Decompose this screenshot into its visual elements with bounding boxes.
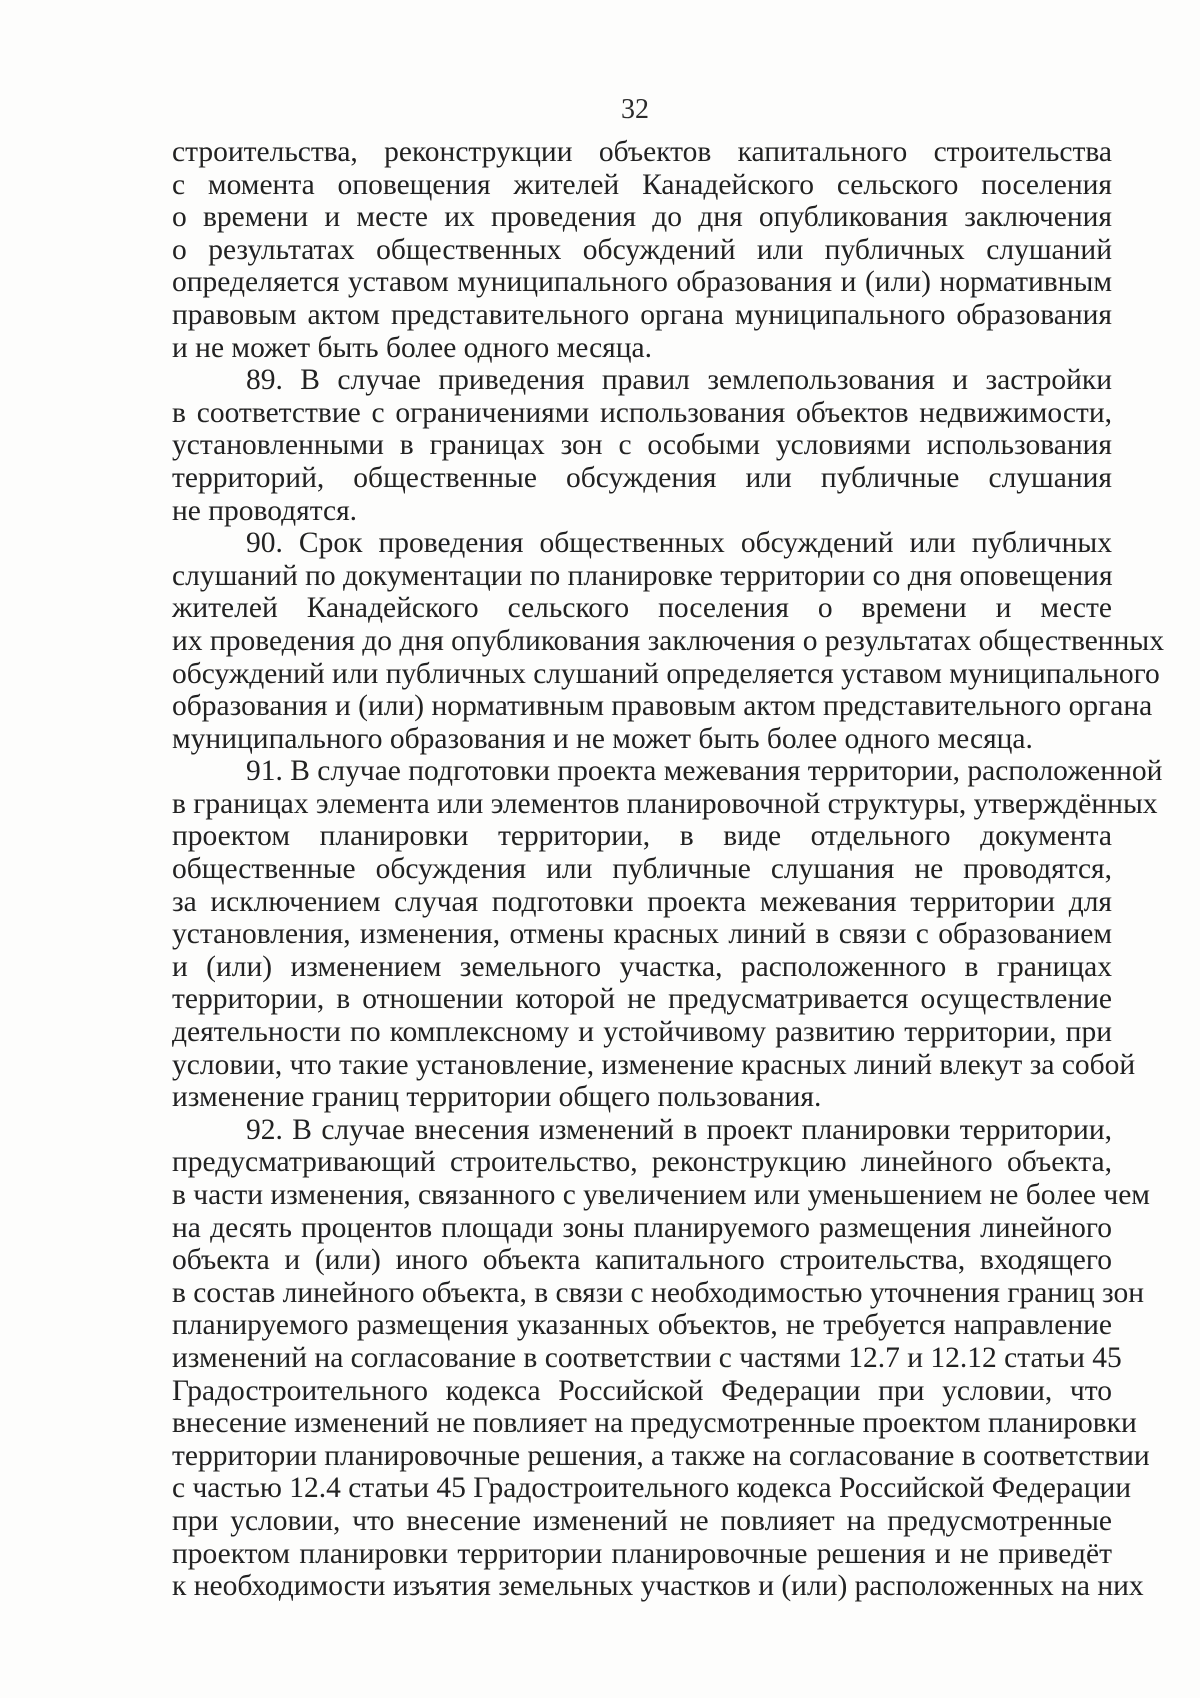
text-line: планируемого размещения указанных объектов, не требуется направление	[172, 1309, 1112, 1342]
text-line: территории планировочные решения, а также на согласование в соответствии	[172, 1439, 1150, 1472]
text-line: определяется уставом муниципального образования и (или) нормативным	[172, 266, 1112, 299]
text-line: проектом планировки территории планировочные решения и не приведёт	[172, 1537, 1112, 1570]
text-line: внесение изменений не повлияет на предусмотренные проектом планировки	[172, 1407, 1137, 1440]
text-line: при условии, что внесение изменений не повлияет на предусмотренные	[172, 1504, 1112, 1537]
text-line: их проведения до дня опубликования заключения о результатах общественных	[172, 624, 1164, 657]
text-line: с частью 12.4 статьи 45 Градостроительного кодекса Российской Федерации	[172, 1472, 1132, 1505]
text-line: установленными в границах зон с особыми условиями использования	[172, 429, 1112, 462]
text-line: объекта и (или) иного объекта капитального строительства, входящего	[172, 1244, 1112, 1277]
text-line: в состав линейного объекта, в связи с необходимостью уточнения границ зон	[172, 1276, 1145, 1309]
text-line: условии, что такие установление, изменение красных линий влекут за собой	[172, 1048, 1136, 1081]
text-line: строительства, реконструкции объектов капитального строительства	[172, 136, 1112, 168]
text-line: установления, изменения, отмены красных линий в связи с образованием	[172, 918, 1112, 951]
text-line: с момента оповещения жителей Канадейского сельского поселения	[172, 168, 1112, 201]
text-line: и (или) изменением земельного участка, расположенного в границах	[172, 950, 1112, 983]
paragraph-first-line: 92. В случае внесения изменений в проект планировки территории,	[246, 1113, 1112, 1146]
page-number: 32	[621, 94, 649, 125]
paragraph-first-line: 91. В случае подготовки проекта межевания территории, расположенной	[246, 755, 1163, 788]
text-line: на десять процентов площади зоны планируемого размещения линейного	[172, 1211, 1112, 1244]
text-line: в границах элемента или элементов планировочной структуры, утверждённых	[172, 787, 1158, 820]
text-line: предусматривающий строительство, реконструкцию линейного объекта,	[172, 1146, 1112, 1179]
text-line: Градостроительного кодекса Российской Федерации при условии, что	[172, 1374, 1112, 1407]
text-line: территорий, общественные обсуждения или публичные слушания	[172, 461, 1112, 494]
text-line: в соответствие с ограничениями использования объектов недвижимости,	[172, 396, 1112, 429]
text-line: территории, в отношении которой не предусматривается осуществление	[172, 983, 1112, 1016]
text-line: о времени и месте их проведения до дня опубликования заключения	[172, 201, 1112, 234]
text-line: о результатах общественных обсуждений или публичных слушаний	[172, 233, 1112, 266]
text-line: за исключением случая подготовки проекта межевания территории для	[172, 885, 1112, 918]
text-line: не проводятся.	[172, 494, 358, 527]
text-line: в части изменения, связанного с увеличением или уменьшением не более чем	[172, 1179, 1150, 1211]
text-line: к необходимости изъятия земельных участков и (или) расположенных на них	[172, 1570, 1144, 1603]
text-line: изменений на согласование в соответствии с частями 12.7 и 12.12 статьи 45	[172, 1341, 1122, 1374]
paragraph-first-line: 89. В случае приведения правил землепользования и застройки	[246, 364, 1112, 397]
text-line: проектом планировки территории, в виде отдельного документа	[172, 820, 1112, 853]
text-line: обсуждений или публичных слушаний определяется уставом муниципального	[172, 657, 1160, 690]
text-line: правовым актом представительного органа муниципального образования	[172, 298, 1112, 331]
text-line: образования и (или) нормативным правовым актом представительного органа	[172, 690, 1153, 723]
document-body	[172, 136, 1164, 1603]
text-line: муниципального образования и не может быть более одного месяца.	[172, 722, 1033, 755]
text-line: изменение границ территории общего пользования.	[172, 1081, 822, 1114]
text-line: жителей Канадейского сельского поселения о времени и месте	[172, 592, 1112, 625]
text-line: общественные обсуждения или публичные слушания не проводятся,	[172, 853, 1112, 886]
text-line: и не может быть более одного месяца.	[172, 331, 653, 364]
paragraph-first-line: 90. Срок проведения общественных обсуждений или публичных	[246, 527, 1112, 560]
text-line: слушаний по документации по планировке территории со дня оповещения	[172, 559, 1113, 592]
text-line: деятельности по комплексному и устойчивому развитию территории, при	[172, 1016, 1112, 1049]
